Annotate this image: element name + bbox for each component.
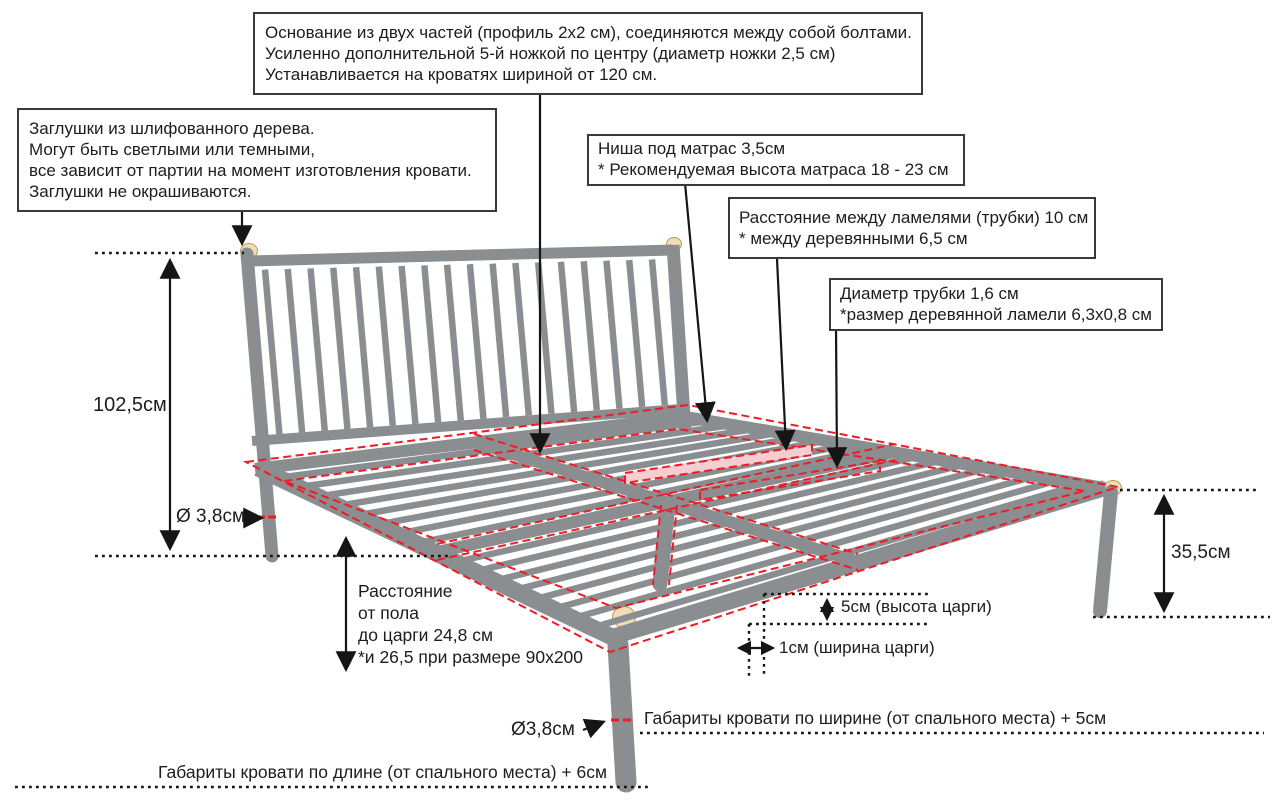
dim-head-leg-diameter: Ø 3,8см — [176, 506, 246, 527]
callout-line: * между деревянными 6,5 см — [739, 229, 968, 248]
dim-floor-clearance-line: Расстояние — [358, 581, 453, 601]
callout-line: Заглушки не окрашиваются. — [29, 182, 252, 201]
callout-tube-diameter-note — [829, 278, 1163, 331]
front-leg — [618, 645, 626, 782]
callout-base-note — [253, 12, 923, 95]
callout-line: *размер деревянной ламели 6,3х0,8 см — [840, 305, 1152, 324]
dim-front-leg-diameter: Ø3,8см — [511, 719, 575, 740]
dim-overall-width: Габариты кровати по ширине (от спального места) + 5см — [644, 708, 1107, 728]
callout-plugs-note — [17, 108, 497, 212]
front-leg-diameter-arrow — [583, 722, 603, 730]
dim-foot-leg-height: 35,5см — [1171, 542, 1231, 563]
dim-tsarga-height: 5см (высота царги) — [841, 597, 992, 616]
dim-floor-clearance — [358, 580, 583, 668]
callout-line: Усиленно дополнительной 5-й ножкой по центру (диаметр ножки 2,5 см) — [265, 44, 836, 63]
callout-line: * Рекомендуемая высота матраса 18 - 23 см — [598, 159, 949, 179]
callout-line: Расстояние между ламелями (трубки) 10 см — [739, 208, 1089, 227]
callout-line: Диаметр трубки 1,6 см — [840, 284, 1019, 303]
callout-niche-note — [587, 134, 965, 186]
dim-tsarga-width: 1см (ширина царги) — [779, 638, 935, 657]
dim-overall-length: Габариты кровати по длине (от спального места) + 6см — [158, 762, 607, 782]
fifth-leg — [660, 503, 668, 584]
callout-line: Могут быть светлыми или темными, — [29, 140, 315, 159]
dim-floor-clearance-line: от пола — [358, 603, 419, 623]
callout-line: Заглушки из шлифованного дерева. — [29, 119, 315, 138]
callout-line: Основание из двух частей (профиль 2х2 см), соединяются между собой болтами. — [265, 23, 912, 42]
callout-line: Ниша под матрас 3,5см — [598, 139, 786, 158]
headboard-bars — [265, 259, 665, 434]
dim-floor-clearance-line: *и 26,5 при размере 90х200 — [358, 647, 584, 667]
callout-line: все зависит от партии на момент изготовления кровати. — [29, 161, 472, 180]
foot-right-leg — [1100, 492, 1111, 611]
dim-headboard-height: 102,5см — [93, 394, 167, 416]
callout-line: Устанавливается на кроватях шириной от 120 см. — [265, 65, 658, 84]
dim-floor-clearance-line: до царги 24,8 см — [358, 625, 494, 645]
callout-lamella-spacing-note — [728, 197, 1096, 259]
